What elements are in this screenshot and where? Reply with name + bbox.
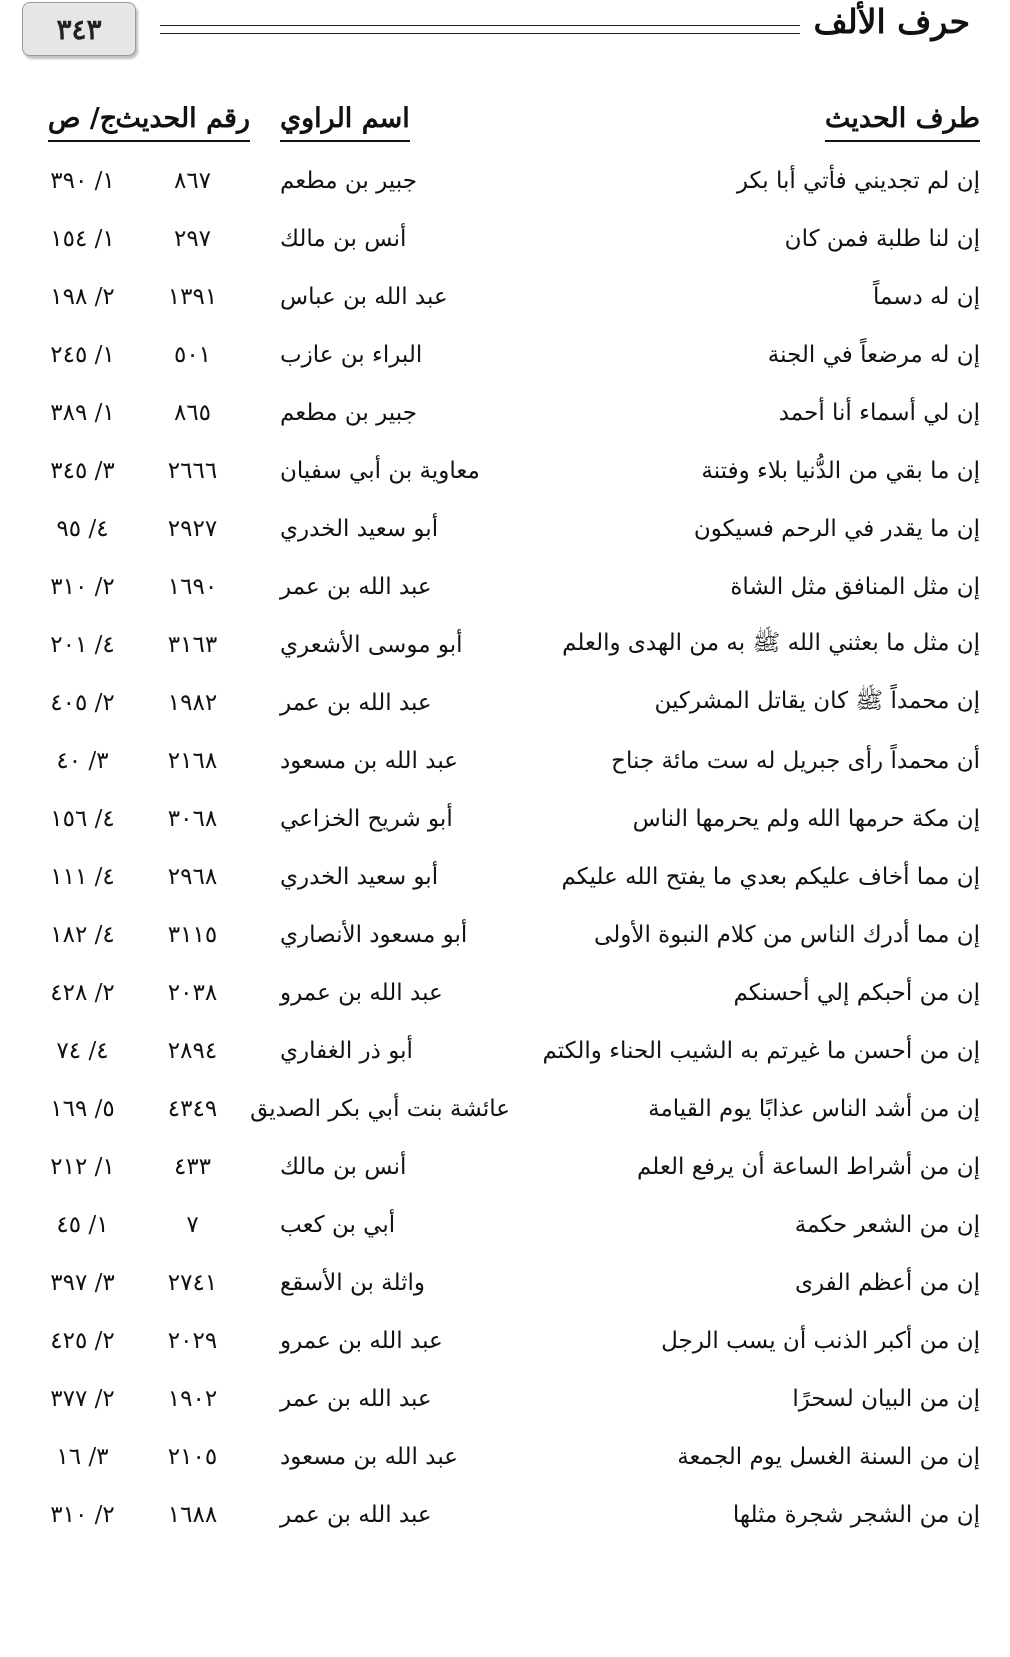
column-header-hadith-number: رقم الحديث — [135, 84, 250, 152]
table-row — [30, 1486, 980, 1544]
hadith-excerpt-cell: إن له مرضعاً في الجنة — [767, 342, 980, 368]
narrator-cell: البراء بن عازب — [280, 342, 423, 368]
hadith-excerpt-cell: إن مما أخاف عليكم بعدي ما يفتح الله عليكم — [561, 864, 980, 890]
volume-page-cell: ٣/ ٣٩٧ — [50, 1270, 115, 1296]
narrator-cell: واثلة بن الأسقع — [280, 1270, 426, 1296]
hadith-excerpt-cell: إن ما يقدر في الرحم فسيكون — [693, 516, 980, 542]
table-row — [30, 268, 980, 326]
narrator-cell: عبد الله بن مسعود — [280, 748, 458, 774]
hadith-excerpt-cell: إن من السنة الغسل يوم الجمعة — [677, 1444, 980, 1470]
volume-page-cell: ٤/ ١٨٢ — [50, 922, 115, 948]
narrator-cell: عبد الله بن عمرو — [280, 980, 443, 1006]
narrator-cell: عبد الله بن عمر — [280, 574, 432, 600]
column-header-volume-page: ج/ ص — [30, 84, 135, 152]
hadith-number-cell: ٧ — [186, 1212, 199, 1238]
hadith-number-cell: ١٦٨٨ — [167, 1502, 218, 1528]
hadith-excerpt-cell: إن له دسماً — [872, 284, 980, 310]
hadith-number-cell: ٣١١٥ — [167, 922, 218, 948]
volume-page-cell: ٢/ ٤٢٨ — [50, 980, 115, 1006]
volume-page-cell: ١/ ٣٩٠ — [50, 168, 115, 194]
column-header-narrator: اسم الراوي — [250, 84, 510, 152]
table-row — [30, 616, 980, 674]
volume-page-cell: ٢/ ٣١٠ — [50, 1502, 115, 1528]
table-row — [30, 1428, 980, 1486]
volume-page-cell: ٤/ ١٥٦ — [50, 806, 115, 832]
volume-page-cell: ٢/ ١٩٨ — [50, 284, 115, 310]
volume-page-cell: ٤/ ٧٤ — [56, 1038, 109, 1064]
hadith-number-cell: ٨٦٥ — [173, 400, 212, 426]
narrator-cell: أبي بن كعب — [280, 1212, 396, 1238]
hadith-excerpt-cell: إن من الشجر شجرة مثلها — [732, 1502, 980, 1528]
table-header-row — [30, 84, 980, 152]
volume-page-cell: ١/ ١٥٤ — [50, 226, 115, 252]
narrator-cell: أبو سعيد الخدري — [280, 864, 439, 890]
narrator-cell: أبو ذر الغفاري — [280, 1038, 413, 1064]
table-row — [30, 1370, 980, 1428]
volume-page-cell: ٢/ ٤٢٥ — [50, 1328, 115, 1354]
volume-page-cell: ٣/ ١٦ — [56, 1444, 109, 1470]
narrator-cell: أبو مسعود الأنصاري — [280, 922, 468, 948]
hadith-number-cell: ٢٩٦٨ — [167, 864, 218, 890]
hadith-excerpt-cell: إن من الشعر حكمة — [794, 1212, 980, 1238]
hadith-number-cell: ٢١٠٥ — [167, 1444, 218, 1470]
table-row — [30, 1138, 980, 1196]
hadith-number-cell: ٣١٦٣ — [167, 632, 218, 658]
volume-page-cell: ٢/ ٣٧٧ — [50, 1386, 115, 1412]
volume-page-cell: ٢/ ٣١٠ — [50, 574, 115, 600]
narrator-cell: عبد الله بن مسعود — [280, 1444, 458, 1470]
volume-page-cell: ٢/ ٤٠٥ — [50, 690, 115, 716]
narrator-cell: عائشة بنت أبي بكر الصديق — [250, 1096, 510, 1122]
hadith-excerpt-cell: إن لم تجديني فأتي أبا بكر — [736, 168, 980, 194]
hadith-excerpt-cell: إن من أحبكم إلي أحسنكم — [733, 980, 980, 1006]
narrator-cell: أنس بن مالك — [280, 226, 407, 252]
hadith-excerpt-cell: أن محمداً رأى جبريل له ست مائة جناح — [611, 748, 980, 774]
volume-page-cell: ١/ ٢٤٥ — [50, 342, 115, 368]
hadith-excerpt-cell: إن محمداً ﷺ كان يقاتل المشركين — [654, 688, 980, 714]
column-header-hadith-excerpt: طرف الحديث — [510, 84, 980, 152]
table-row — [30, 1254, 980, 1312]
table-row — [30, 326, 980, 384]
table-row — [30, 558, 980, 616]
hadith-excerpt-cell: إن من أعظم الفرى — [794, 1270, 980, 1296]
hadith-excerpt-cell: إن من أشد الناس عذابًا يوم القيامة — [648, 1096, 980, 1122]
page-header — [0, 0, 1010, 70]
hadith-excerpt-cell: إن من أكبر الذنب أن يسب الرجل — [661, 1328, 980, 1354]
hadith-number-cell: ٢٩٢٧ — [167, 516, 218, 542]
table-row — [30, 790, 980, 848]
volume-page-cell: ٤/ ٢٠١ — [50, 632, 115, 658]
table-row — [30, 152, 980, 210]
table-row — [30, 1022, 980, 1080]
table-row — [30, 1196, 980, 1254]
narrator-cell: أنس بن مالك — [280, 1154, 407, 1180]
hadith-number-cell: ٢٠٢٩ — [167, 1328, 218, 1354]
hadith-number-cell: ١٩٠٢ — [167, 1386, 218, 1412]
table-row — [30, 500, 980, 558]
page-number: ٣٤٣ — [56, 12, 102, 46]
table-row — [30, 210, 980, 268]
volume-page-cell: ١/ ٣٨٩ — [50, 400, 115, 426]
volume-page-cell: ١/ ٢١٢ — [50, 1154, 115, 1180]
narrator-cell: عبد الله بن عمر — [280, 1502, 432, 1528]
hadith-number-cell: ٤٣٣ — [173, 1154, 212, 1180]
hadith-number-cell: ٢١٦٨ — [167, 748, 218, 774]
hadith-excerpt-cell: إن مثل المنافق مثل الشاة — [730, 574, 980, 600]
hadith-number-cell: ١٦٩٠ — [167, 574, 218, 600]
hadith-excerpt-cell: إن مكة حرمها الله ولم يحرمها الناس — [632, 806, 980, 832]
narrator-cell: أبو سعيد الخدري — [280, 516, 439, 542]
volume-page-cell: ٤/ ١١١ — [50, 864, 115, 890]
header-rule-top — [160, 25, 800, 26]
narrator-cell: عبد الله بن عمر — [280, 690, 432, 716]
hadith-number-cell: ٢٦٦٦ — [167, 458, 218, 484]
hadith-number-cell: ٢٠٣٨ — [167, 980, 218, 1006]
table-row — [30, 848, 980, 906]
hadith-number-cell: ٥٠١ — [173, 342, 212, 368]
hadith-number-cell: ٢٨٩٤ — [167, 1038, 218, 1064]
volume-page-cell: ٥/ ١٦٩ — [50, 1096, 115, 1122]
hadith-number-cell: ٢٧٤١ — [167, 1270, 218, 1296]
narrator-cell: أبو شريح الخزاعي — [280, 806, 453, 832]
hadith-excerpt-cell: إن من البيان لسحرًا — [792, 1386, 980, 1412]
narrator-cell: معاوية بن أبي سفيان — [280, 458, 480, 484]
chapter-title: حرف الألف — [813, 2, 970, 41]
header-rule-bottom — [160, 33, 800, 34]
narrator-cell: جبير بن مطعم — [280, 168, 417, 194]
hadith-excerpt-cell: إن لنا طلبة فمن كان — [784, 226, 980, 252]
table-row — [30, 732, 980, 790]
hadith-excerpt-cell: إن مثل ما بعثني الله ﷺ به من الهدى والعلم — [562, 630, 980, 656]
hadith-number-cell: ٨٦٧ — [173, 168, 212, 194]
table-row — [30, 384, 980, 442]
narrator-cell: أبو موسى الأشعري — [280, 632, 463, 658]
volume-page-cell: ٤/ ٩٥ — [56, 516, 109, 542]
volume-page-cell: ٣/ ٤٠ — [56, 748, 109, 774]
hadith-index-table — [30, 84, 980, 1544]
table-row — [30, 906, 980, 964]
narrator-cell: عبد الله بن عمر — [280, 1386, 432, 1412]
hadith-number-cell: ٢٩٧ — [173, 226, 212, 252]
table-row — [30, 674, 980, 732]
hadith-excerpt-cell: إن من أحسن ما غيرتم به الشيب الحناء والكتم — [542, 1038, 980, 1064]
page-number-badge — [22, 2, 136, 56]
table-row — [30, 964, 980, 1022]
hadith-number-cell: ٣٠٦٨ — [167, 806, 218, 832]
hadith-number-cell: ٤٣٤٩ — [167, 1096, 218, 1122]
table-row — [30, 1312, 980, 1370]
volume-page-cell: ١/ ٤٥ — [56, 1212, 109, 1238]
hadith-number-cell: ١٣٩١ — [167, 284, 218, 310]
narrator-cell: عبد الله بن عمرو — [280, 1328, 443, 1354]
volume-page-cell: ٣/ ٣٤٥ — [50, 458, 115, 484]
hadith-excerpt-cell: إن ما بقي من الدُّنيا بلاء وفتنة — [701, 458, 980, 484]
hadith-number-cell: ١٩٨٢ — [167, 690, 218, 716]
narrator-cell: عبد الله بن عباس — [280, 284, 448, 310]
hadith-excerpt-cell: إن من أشراط الساعة أن يرفع العلم — [637, 1154, 980, 1180]
table-row — [30, 442, 980, 500]
table-row — [30, 1080, 980, 1138]
hadith-excerpt-cell: إن مما أدرك الناس من كلام النبوة الأولى — [594, 922, 980, 948]
narrator-cell: جبير بن مطعم — [280, 400, 417, 426]
hadith-excerpt-cell: إن لي أسماء أنا أحمد — [778, 400, 980, 426]
